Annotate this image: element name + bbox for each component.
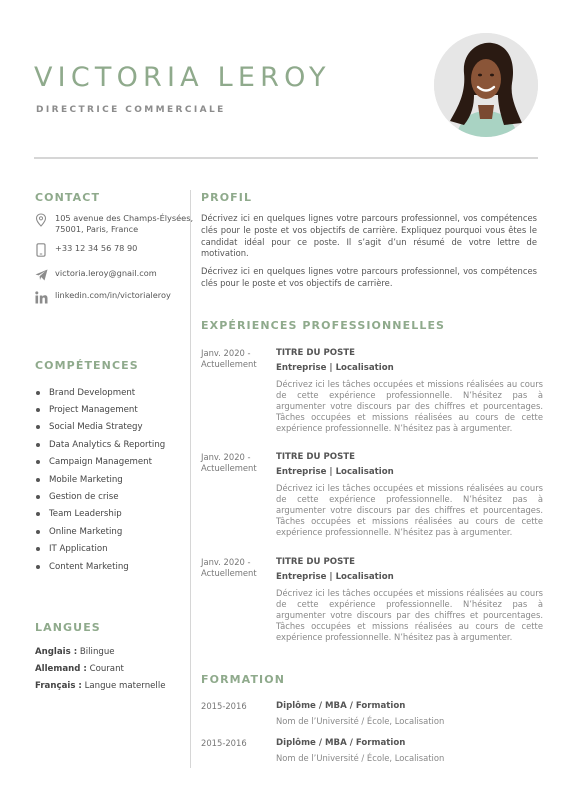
experience-company: Entreprise | Localisation (276, 572, 394, 582)
experience-date: Janv. 2020 - Actuellement (201, 348, 257, 369)
bullet-icon (36, 565, 40, 569)
profile-paragraph: Décrivez ici en quelques lignes votre parcours professionnel, vos compétences clés pour le poste et vos objectifs de carrière. Expliquez pourquoi vous êtes le candidat idéal pour ce poste. Il s’agit d’un résumé de votre lettre de motivation. (201, 213, 537, 259)
experience-job-title: TITRE DU POSTE (276, 452, 356, 462)
skill-item: Online Marketing (36, 523, 165, 540)
skill-item: IT Application (36, 541, 165, 558)
address-line-1: 105 avenue des Champs-Élysées, (55, 213, 194, 223)
contact-address (34, 213, 193, 235)
contact-email[interactable] (34, 268, 157, 282)
contact-linkedin[interactable] (34, 290, 171, 304)
experience-date: Janv. 2020 - Actuellement (201, 452, 257, 473)
language-item: Français : Langue maternelle (35, 681, 166, 691)
bullet-icon (36, 495, 40, 499)
profile-section-title: PROFIL (201, 191, 253, 204)
phone-icon (34, 243, 48, 257)
column-divider (190, 190, 191, 768)
skill-item: Data Analytics & Reporting (36, 436, 165, 453)
experience-job-title: TITRE DU POSTE (276, 557, 356, 567)
skill-item: Brand Development (36, 384, 165, 401)
education-section-title: FORMATION (201, 673, 285, 686)
skill-item: Social Media Strategy (36, 419, 165, 436)
experience-company: Entreprise | Localisation (276, 467, 394, 477)
profile-paragraph: Décrivez ici en quelques lignes votre parcours professionnel, vos compétences clés pour le poste et vos objectifs de carrière. (201, 266, 537, 288)
bullet-icon (36, 512, 40, 516)
bullet-icon (36, 478, 40, 482)
languages-section-title: LANGUES (35, 621, 101, 634)
skill-item: Team Leadership (36, 506, 165, 523)
skill-item: Content Marketing (36, 558, 165, 575)
header-divider (34, 157, 538, 159)
experience-job-title: TITRE DU POSTE (276, 348, 356, 358)
skills-list (36, 384, 165, 575)
language-item: Allemand : Courant (35, 664, 124, 674)
experience-description: Décrivez ici les tâches occupées et missions réalisées au cours de cette expérience professionnelle. N’hésitez pas à argumenter votre discours par des chiffres et pourcentages. Tâches occupées et missions réalisées au cours de cette expérience professionnelle. N’hésitez pas à argumenter. (276, 483, 543, 537)
linkedin-icon (34, 290, 48, 304)
linkedin-url[interactable]: linkedin.com/in/victorialeroy (55, 290, 171, 300)
portrait-image (434, 33, 538, 137)
bullet-icon (36, 408, 40, 412)
experience-date: Janv. 2020 - Actuellement (201, 557, 257, 578)
experience-description: Décrivez ici les tâches occupées et missions réalisées au cours de cette expérience professionnelle. N’hésitez pas à argumenter votre discours par des chiffres et pourcentages. Tâches occupées et missions réalisées au cours de cette expérience professionnelle. N’hésitez pas à argumenter. (276, 379, 543, 433)
bullet-icon (36, 425, 40, 429)
skill-item: Project Management (36, 401, 165, 418)
candidate-name: VICTORIA LEROY (34, 62, 331, 93)
language-item: Anglais : Bilingue (35, 647, 115, 657)
experience-company: Entreprise | Localisation (276, 363, 394, 373)
experience-description: Décrivez ici les tâches occupées et missions réalisées au cours de cette expérience professionnelle. N’hésitez pas à argumenter votre discours par des chiffres et pourcentages. Tâches occupées et missions réalisées au cours de cette expérience professionnelle. N’hésitez pas à argumenter. (276, 588, 543, 642)
address-line-2: 75001, Paris, France (55, 224, 139, 234)
education-school: Nom de l’Université / École, Localisation (276, 716, 445, 726)
education-school: Nom de l’Université / École, Localisation (276, 753, 445, 763)
experience-section-title: EXPÉRIENCES PROFESSIONNELLES (201, 319, 446, 332)
phone-number: +33 12 34 56 78 90 (55, 243, 138, 253)
education-degree: Diplôme / MBA / Formation (276, 701, 406, 711)
education-years: 2015-2016 (201, 701, 247, 711)
location-pin-icon (34, 213, 48, 227)
skills-section-title: COMPÉTENCES (35, 359, 139, 372)
profile-photo (434, 33, 538, 137)
email-address[interactable]: victoria.leroy@gnail.com (55, 268, 157, 278)
bullet-icon (36, 460, 40, 464)
skill-item: Gestion de crise (36, 488, 165, 505)
contact-phone (34, 243, 137, 257)
bullet-icon (36, 391, 40, 395)
skill-item: Campaign Management (36, 454, 165, 471)
paper-plane-icon (34, 268, 48, 282)
bullet-icon (36, 547, 40, 551)
skill-item: Mobile Marketing (36, 471, 165, 488)
bullet-icon (36, 530, 40, 534)
contact-section-title: CONTACT (35, 191, 101, 204)
education-years: 2015-2016 (201, 738, 247, 748)
job-title: DIRECTRICE COMMERCIALE (36, 105, 226, 115)
bullet-icon (36, 443, 40, 447)
education-degree: Diplôme / MBA / Formation (276, 738, 406, 748)
